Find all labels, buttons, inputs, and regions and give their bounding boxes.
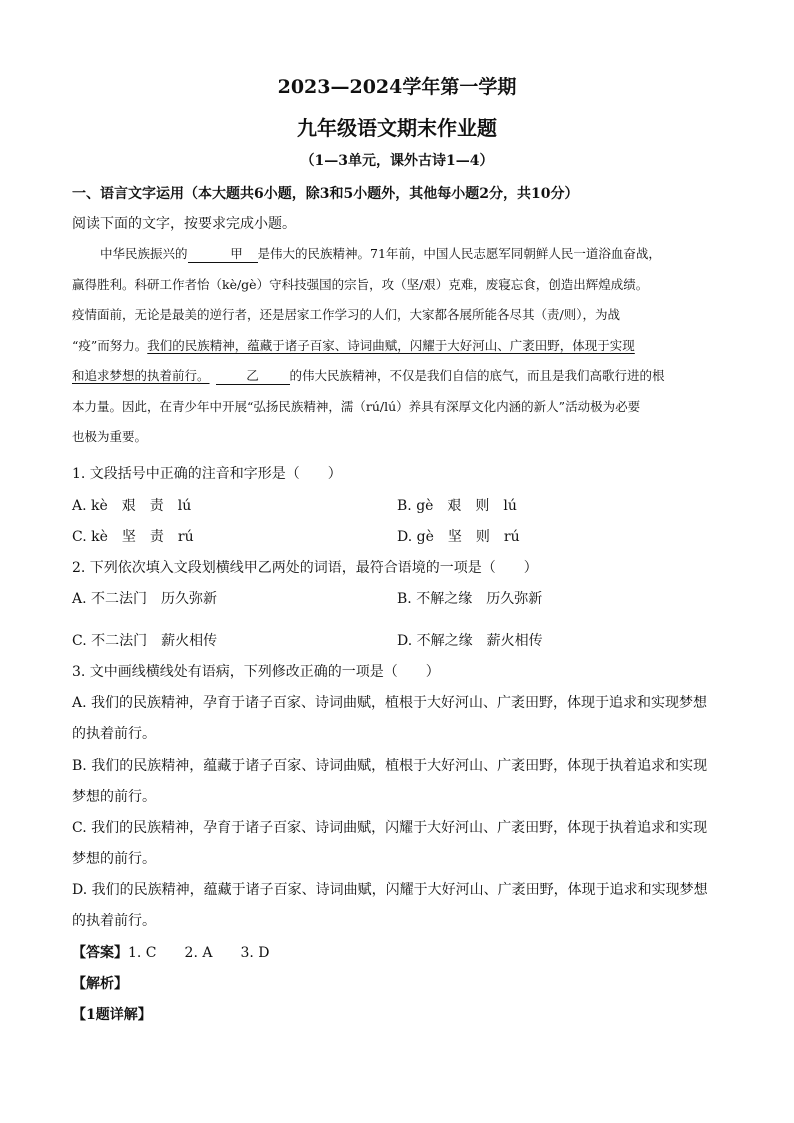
q2-option-a: A. 不二法门 历久弥新	[72, 591, 218, 607]
q3-option-d-cont: 的执着前行。	[72, 913, 156, 929]
analysis-label: 【解析】	[72, 976, 128, 992]
answer-label: 【答案】	[72, 945, 128, 961]
q2-option-c: C. 不二法门 薪火相传	[72, 633, 218, 649]
answer-1: 1. C	[128, 945, 157, 961]
passage-text: 是伟大的民族精神。71年前，中国人民志愿军同朝鲜人民一道浴血奋战，	[257, 246, 661, 261]
passage-line	[72, 239, 722, 270]
exam-main-title: 九年级语文期末作业题	[297, 116, 497, 140]
underlined-sentence: 我们的民族精神，蕴藏于诸子百家、诗词曲赋，闪耀于大好河山、广袤田野，体现于实现	[147, 337, 635, 353]
q3-option-a-cont: 的执着前行。	[72, 726, 156, 742]
q1-option-c: C. kè 坚 责 rú	[72, 529, 194, 545]
answer-3: 3. D	[240, 945, 270, 961]
q1-option-d: D. gè 坚 则 rú	[397, 529, 520, 545]
q3-option-b: B. 我们的民族精神，蕴藏于诸子百家、诗词曲赋，植根于大好河山、广袤田野，体现于执着追求和实现	[72, 758, 708, 774]
underlined-sentence: 和追求梦想的执着前行。	[72, 368, 210, 383]
passage-line: 疫情面前，无论是最美的逆行者，还是居家工作学习的人们，大家都各展所能各尽其（责/则），为战	[72, 307, 620, 322]
blank-a: 甲	[188, 246, 258, 263]
q1-option-b: B. gè 艰 则 lú	[397, 498, 517, 514]
passage-line	[72, 331, 722, 362]
q2-option-b: B. 不解之缘 历久弥新	[397, 591, 543, 607]
question-2-stem: 2. 下列依次填入文段划横线甲乙两处的词语，最符合语境的一项是（ ）	[72, 560, 538, 576]
answer-2: 2. A	[184, 945, 213, 961]
q3-option-b-cont: 梦想的前行。	[72, 789, 156, 805]
passage-line	[72, 361, 722, 392]
passage-line: 赢得胜利。科研工作者怡（kè/gè）守科技强国的宗旨，攻（坚/艰）克难，废寝忘食，创造出辉煌成绩。	[72, 276, 649, 292]
reading-passage	[72, 239, 722, 453]
question-3-stem: 3. 文中画线横线处有语病，下列修改正确的一项是（ ）	[72, 664, 440, 680]
question-1-stem: 1. 文段括号中正确的注音和字形是（ ）	[72, 466, 342, 482]
passage-text: 中华民族振兴的	[100, 246, 188, 261]
answer-line	[72, 942, 732, 962]
q3-option-c: C. 我们的民族精神，孕育于诸子百家、诗词曲赋，闪耀于大好河山、广袤田野，体现于执着追求和实现	[72, 820, 708, 836]
passage-line: 也极为重要。	[72, 429, 148, 444]
exam-scope-subtitle: （1—3单元，课外古诗1—4）	[300, 153, 494, 169]
passage-text: “疫”而努力。	[72, 337, 148, 353]
q3-option-c-cont: 梦想的前行。	[72, 851, 156, 867]
passage-text: 的伟大民族精神，不仅是我们自信的底气，而且是我们高歌行进的根	[289, 368, 665, 383]
q2-option-d: D. 不解之缘 薪火相传	[397, 633, 543, 649]
blank-b: 乙	[216, 368, 290, 385]
section-heading: 一、语言文字运用（本大题共6小题，除3和5小题外，其他每小题2分，共10分）	[72, 186, 579, 202]
passage-line: 本力量。因此，在青少年中开展“弘扬民族精神，濡（rú/lú）养具有深厚文化内涵的新人”活动极为必要	[72, 398, 641, 414]
q1-option-a: A. kè 艰 责 lú	[72, 498, 192, 514]
analysis-subheading: 【1题详解】	[72, 1007, 152, 1023]
q3-option-a: A. 我们的民族精神，孕育于诸子百家、诗词曲赋，植根于大好河山、广袤田野，体现于追求和实现梦想	[72, 695, 708, 711]
reading-instruction: 阅读下面的文字，按要求完成小题。	[72, 216, 296, 232]
q3-option-d: D. 我们的民族精神，蕴藏于诸子百家、诗词曲赋，闪耀于大好河山、广袤田野，体现于追求和实现梦想	[72, 882, 708, 898]
exam-year-title: 2023—2024学年第一学期	[277, 76, 517, 98]
